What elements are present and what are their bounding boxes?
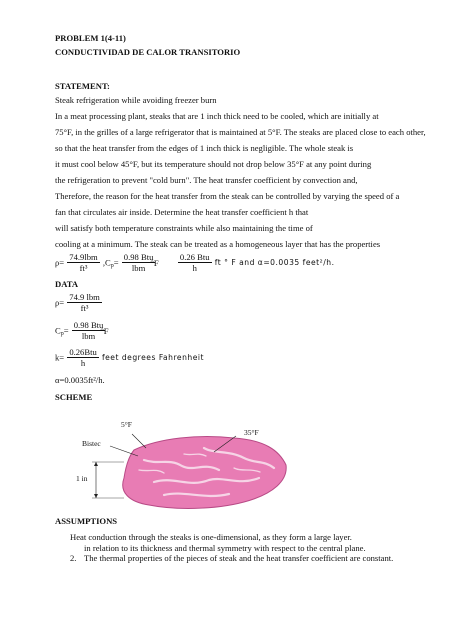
assumptions-heading: ASSUMPTIONS bbox=[55, 516, 118, 526]
data-heading: DATA bbox=[55, 279, 79, 289]
statement-line: cooling at a minimum. The steak can be treated as a homogeneous layer that has the properties bbox=[55, 239, 381, 249]
statement-line: will satisfy both temperature constraints while also maintaining the time of bbox=[55, 223, 313, 233]
properties-formula bbox=[55, 252, 335, 273]
statement-line: it must cool below 45°F, but its temperature should not drop below 35°F at any point during bbox=[55, 159, 372, 169]
cp-subscript: p bbox=[110, 263, 114, 270]
scheme-heading: SCHEME bbox=[55, 392, 93, 402]
statement-line: Steak refrigeration while avoiding freezer burn bbox=[55, 95, 217, 105]
assumption-2-text: The thermal properties of the pieces of steak and the heat transfer coefficient are constant. bbox=[84, 553, 394, 563]
cp-equals: = bbox=[113, 257, 119, 268]
data-k: k= $\frac{\text{0.26Btu}}{h}$ feet degrees Fahrenheit bbox=[55, 347, 204, 368]
k-suffix: ft ° F and α=0.0035 feet²/h. bbox=[214, 258, 335, 267]
cp-unit: °F bbox=[150, 257, 159, 268]
data-k-suffix: feet degrees Fahrenheit bbox=[101, 353, 204, 362]
statement-line: the refrigeration to prevent "cold burn". The heat transfer coefficient by convection and, bbox=[55, 175, 358, 185]
k-fraction: $\frac{\text{0.26 Btu}}{h}$ bbox=[179, 252, 210, 273]
rho-prefix: ρ= bbox=[55, 257, 65, 268]
label-thickness: 1 in bbox=[76, 474, 88, 483]
statement-line: fan that circulates air inside. Determine the heat transfer coefficient h that bbox=[55, 207, 309, 217]
label-35F: 35°F bbox=[244, 428, 259, 437]
label-bistec: Bistec bbox=[82, 439, 101, 448]
assumption-2-number: 2. bbox=[70, 553, 77, 563]
label-5F: 5°F bbox=[121, 420, 132, 429]
assumption-1-line-1: Heat conduction through the steaks is one-dimensional, as they form a large layer. bbox=[70, 532, 352, 542]
assumption-1-line-2: in relation to its thickness and thermal symmetry with respect to the central plane. bbox=[84, 543, 366, 553]
data-alpha: α=0.0035ft²/h. bbox=[55, 375, 105, 385]
statement-line: Therefore, the reason for the heat transfer from the steak can be controlled by varying the speed of a bbox=[55, 191, 400, 201]
cp-prefix: ,C bbox=[102, 257, 111, 268]
steak-diagram bbox=[64, 410, 304, 515]
data-k-fraction: $\frac{\text{0.26Btu}}{h}$ bbox=[69, 347, 97, 368]
statement-line: 75°F, in the grilles of a large refrigerator that is maintained at 5°F. The steaks are placed close to each other, bbox=[55, 127, 426, 137]
statement-line: In a meat processing plant, steaks that are 1 inch thick need to be cooled, which are initially at bbox=[55, 111, 379, 121]
leader-5F bbox=[132, 434, 146, 448]
statement-line: so that the heat transfer from the edges of 1 inch thick is negligible. The whole steak is bbox=[55, 143, 354, 153]
data-cp: $C_p=$ $\frac{\text{0.98 Btu}}{\text{lbm}}$ °F bbox=[55, 320, 109, 341]
data-rho-fraction: $\frac{\text{74.9 lbm}}{\text{ft³}}$ bbox=[69, 292, 100, 313]
data-cp-fraction: $\frac{\text{0.98 Btu}}{\text{lbm}}$ bbox=[73, 320, 104, 341]
problem-subtitle: CONDUCTIVIDAD DE CALOR TRANSITORIO bbox=[55, 47, 241, 57]
data-rho: ρ= $\frac{\text{74.9 lbm}}{\text{ft³}}$ bbox=[55, 292, 100, 313]
problem-title: PROBLEM 1(4-11) bbox=[55, 33, 126, 43]
rho-fraction: $\frac{\text{74.9lbm}}{\text{ft³}}$ bbox=[69, 252, 98, 273]
statement-heading: STATEMENT: bbox=[55, 81, 110, 91]
cp-fraction: $\frac{\text{0.98 Btu}}{\text{lbm}}$ bbox=[123, 252, 154, 273]
